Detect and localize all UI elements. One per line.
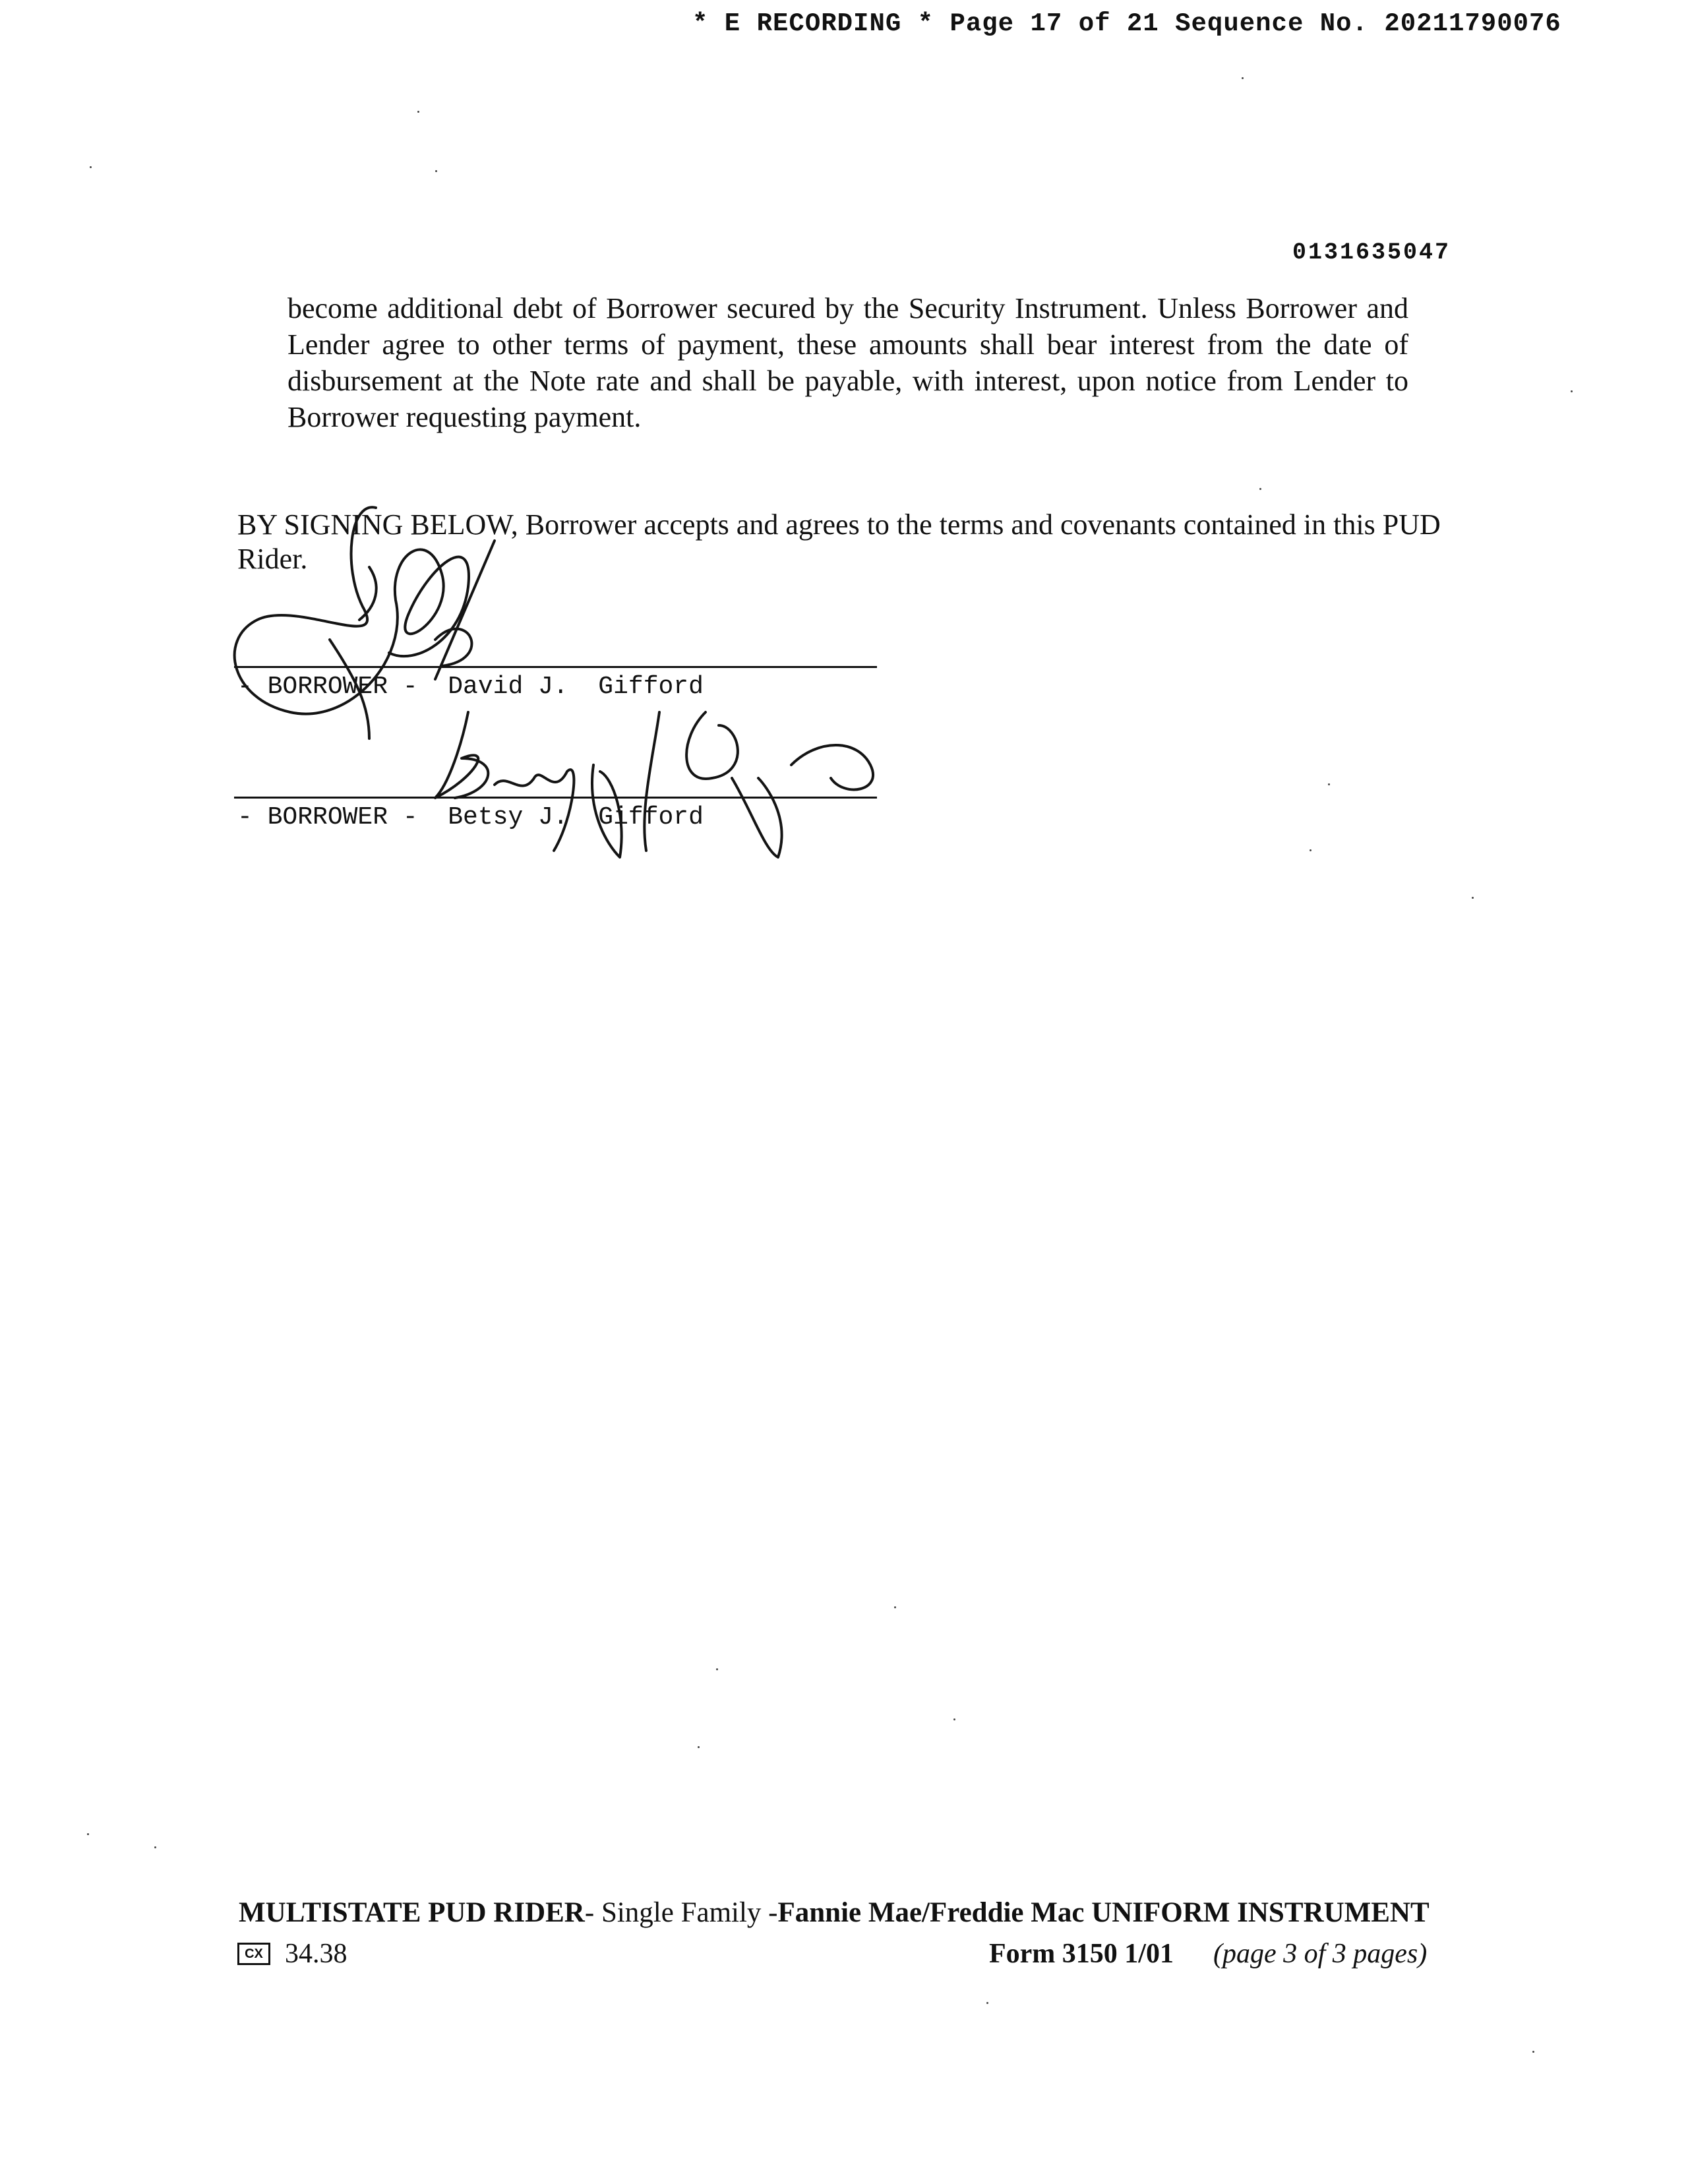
signature-line-1 — [234, 666, 877, 668]
scan-speck — [1310, 849, 1311, 851]
page-indicator: (page 3 of 3 pages) — [1213, 1939, 1428, 1969]
signing-consent: BY SIGNING BELOW, Borrower accepts and agrees to the terms and covenants contained in this PUD Rider. — [237, 508, 1441, 575]
scan-speck — [1259, 488, 1261, 490]
footer-title-bold-2: Fannie Mae/Freddie Mac UNIFORM INSTRUMENT — [777, 1897, 1430, 1928]
footer-title — [239, 1896, 1430, 1929]
signature-line-2 — [234, 797, 877, 799]
signature-betsy — [422, 699, 910, 870]
footer-code — [237, 1938, 347, 1970]
scan-speck — [90, 166, 92, 168]
scan-speck — [716, 1668, 718, 1670]
scan-speck — [1328, 783, 1330, 785]
scan-speck — [1472, 897, 1474, 899]
scan-speck — [1532, 2051, 1534, 2053]
footer-code-number: 34.38 — [285, 1939, 347, 1969]
scan-speck — [894, 1606, 896, 1608]
scan-speck — [1242, 77, 1244, 79]
recording-header: * E RECORDING * Page 17 of 21 Sequence No. 20211790076 — [692, 9, 1561, 38]
loan-number: 0131635047 — [1292, 239, 1451, 266]
scan-speck — [87, 1833, 89, 1835]
scan-speck — [417, 111, 419, 113]
cx-form-icon: CX — [237, 1943, 270, 1965]
scan-speck — [953, 1718, 955, 1720]
scan-speck — [986, 2002, 988, 2004]
borrower-label-1: - BORROWER - David J. Gifford — [237, 673, 704, 701]
scan-speck — [435, 170, 437, 172]
scan-speck — [1571, 390, 1573, 392]
scan-speck — [698, 1746, 700, 1748]
footer-title-bold: MULTISTATE PUD RIDER — [239, 1897, 585, 1928]
form-number: Form 3150 1/01 — [989, 1939, 1174, 1969]
body-paragraph: become additional debt of Borrower secured by the Security Instrument. Unless Borrower and Lender agree to other terms of payment, these amounts shall bear interest from the date of disbursement at the Note rate and shall be payable, with interest, upon notice from Lender to Borrower requesting payment. — [287, 292, 1408, 433]
borrower-label-2: - BORROWER - Betsy J. Gifford — [237, 803, 704, 832]
scan-speck — [154, 1846, 156, 1848]
footer-title-mid: - Single Family - — [584, 1897, 778, 1928]
footer-form — [989, 1938, 1427, 1970]
